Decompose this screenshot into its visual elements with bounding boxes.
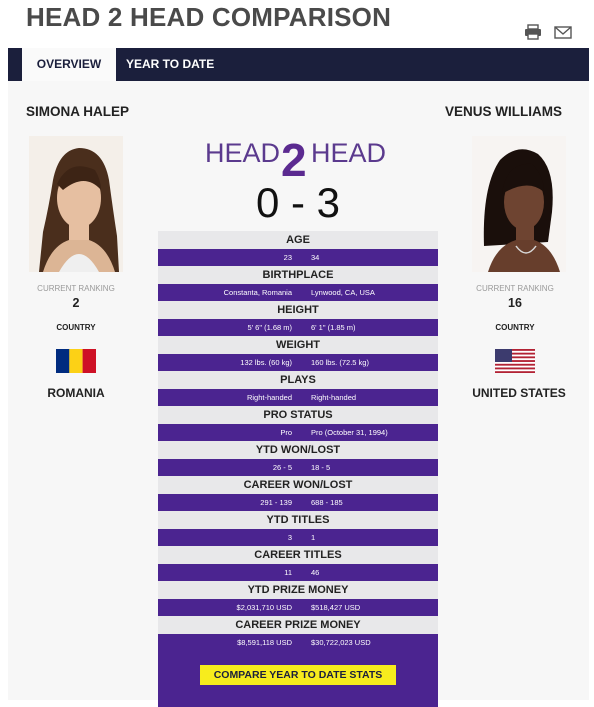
player-left-portrait xyxy=(29,136,123,272)
stat-right-value: Pro (October 31, 1994) xyxy=(311,428,388,437)
player-left-ranking: 2 xyxy=(72,296,80,310)
tab-overview[interactable]: OVERVIEW xyxy=(22,48,116,81)
stat-label: AGE xyxy=(158,231,438,249)
stat-left-value: Right-handed xyxy=(246,393,292,402)
stat-right-value: 1 xyxy=(311,533,316,542)
logo-right-text: HEAD xyxy=(311,138,387,168)
email-icon[interactable] xyxy=(554,24,572,40)
player-right-country-label: COUNTRY xyxy=(495,323,535,332)
stat-label: PRO STATUS xyxy=(158,406,438,424)
stat-label: WEIGHT xyxy=(158,336,438,354)
stat-left-value: 5' 6" (1.68 m) xyxy=(247,323,292,332)
usa-flag-icon xyxy=(495,349,535,373)
player-right-photo[interactable] xyxy=(472,136,566,272)
tab-year-to-date[interactable]: YEAR TO DATE xyxy=(126,57,215,71)
stat-label: CAREER PRIZE MONEY xyxy=(158,616,438,634)
head-to-head-score: 0 - 3 xyxy=(255,179,341,226)
stat-left-value: 3 xyxy=(287,533,292,542)
stat-left-value: 132 lbs. (60 kg) xyxy=(240,358,292,367)
stat-label: HEIGHT xyxy=(158,301,438,319)
player-left-photo[interactable] xyxy=(29,136,123,272)
stat-left-value: $2,031,710 USD xyxy=(236,603,292,612)
stat-left-value: 291 - 139 xyxy=(260,498,292,507)
stat-values-row xyxy=(158,599,438,616)
compare-ytd-stats-button[interactable]: COMPARE YEAR TO DATE STATS xyxy=(200,665,396,685)
player-left-ranking-label: CURRENT RANKING xyxy=(37,284,115,293)
stat-label: PLAYS xyxy=(158,371,438,389)
player-right-name[interactable]: VENUS WILLIAMS xyxy=(445,104,562,119)
stat-values-row xyxy=(158,284,438,301)
print-icon[interactable] xyxy=(524,24,542,40)
stat-right-value: 6' 1" (1.85 m) xyxy=(311,323,356,332)
stat-right-value: 688 - 185 xyxy=(311,498,343,507)
stat-right-value: 160 lbs. (72.5 kg) xyxy=(311,358,369,367)
stat-left-value: 23 xyxy=(283,253,292,262)
player-right-ranking: 16 xyxy=(508,296,522,310)
stat-right-value: 34 xyxy=(311,253,320,262)
stat-values-row xyxy=(158,354,438,371)
stat-values-row xyxy=(158,459,438,476)
stat-left-value: Pro xyxy=(280,428,292,437)
page-title: HEAD 2 HEAD COMPARISON xyxy=(26,2,392,32)
player-left-name[interactable]: SIMONA HALEP xyxy=(26,104,130,119)
player-right-ranking-label: CURRENT RANKING xyxy=(476,284,554,293)
tab-bar xyxy=(8,48,589,81)
stat-values-row xyxy=(158,529,438,546)
head2head-logo xyxy=(205,132,389,182)
player-right-portrait xyxy=(472,136,566,272)
stat-label: YTD PRIZE MONEY xyxy=(158,581,438,599)
romania-flag-icon xyxy=(56,349,96,373)
stat-label: YTD TITLES xyxy=(158,511,438,529)
stat-values-row xyxy=(158,634,438,651)
stat-label: BIRTHPLACE xyxy=(158,266,438,284)
stat-right-value: 18 - 5 xyxy=(311,463,331,472)
stat-right-value: 46 xyxy=(311,568,320,577)
player-left-country: ROMANIA xyxy=(47,386,105,400)
stat-values-row xyxy=(158,424,438,441)
logo-number: 2 xyxy=(281,134,307,182)
stat-values-row xyxy=(158,249,438,266)
stat-label: YTD WON/LOST xyxy=(158,441,438,459)
stat-right-value: Lynwood, CA, USA xyxy=(311,288,375,297)
utility-icons xyxy=(524,24,572,40)
stat-label: CAREER TITLES xyxy=(158,546,438,564)
stat-left-value: $8,591,118 USD xyxy=(237,638,292,647)
logo-left-text: HEAD xyxy=(205,138,281,168)
stats-table xyxy=(158,231,438,707)
stat-values-row xyxy=(158,494,438,511)
stat-right-value: $30,722,023 USD xyxy=(311,638,371,647)
stat-values-row xyxy=(158,389,438,406)
stat-left-value: 26 - 5 xyxy=(272,463,292,472)
player-right-country: UNITED STATES xyxy=(472,386,566,400)
stat-left-value: Constanta, Romania xyxy=(223,288,292,297)
stat-left-value: 11 xyxy=(284,568,292,577)
stat-values-row xyxy=(158,319,438,336)
stat-values-row xyxy=(158,564,438,581)
stat-right-value: Right-handed xyxy=(311,393,357,402)
stat-right-value: $518,427 USD xyxy=(311,603,361,612)
stat-label: CAREER WON/LOST xyxy=(158,476,438,494)
player-left-country-label: COUNTRY xyxy=(56,323,96,332)
stats-footer xyxy=(158,651,438,707)
